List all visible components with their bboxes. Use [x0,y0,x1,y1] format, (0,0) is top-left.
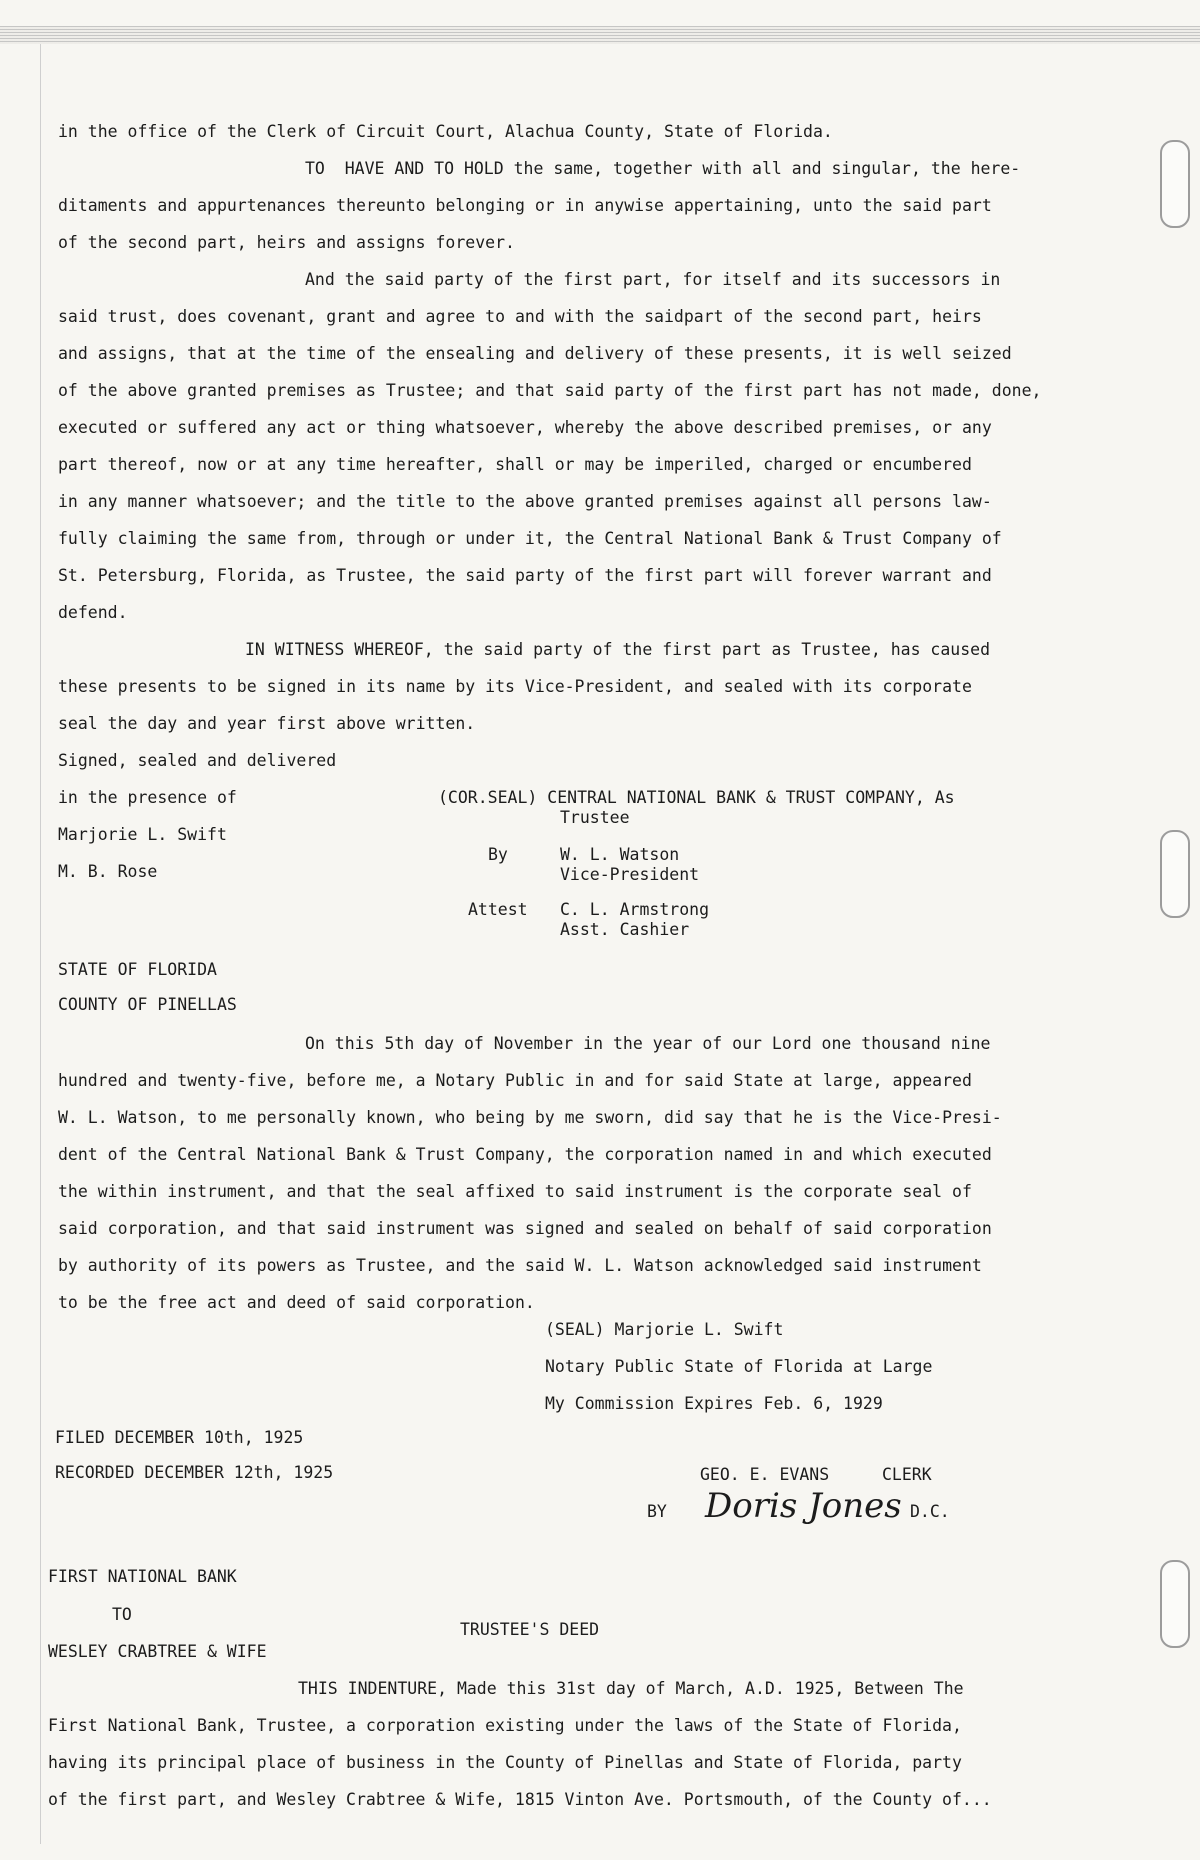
notary-title: Notary Public State of Florida at Large [545,1357,933,1376]
signatory-name: W. L. Watson [560,845,680,864]
filed-date: FILED DECEMBER 10th, 1925 [55,1428,304,1447]
text-line: seal the day and year first above written. [58,714,476,733]
text-line: First National Bank, Trustee, a corporation existing under the laws of the State of Florida, [48,1716,962,1735]
text-line: part thereof, now or at any time hereafter, shall or may be imperiled, charged or encumbered [58,455,972,474]
text-line: by authority of its powers as Trustee, and the said W. L. Watson acknowledged said instrument [58,1256,982,1275]
text-line: executed or suffered any act or thing whatsoever, whereby the above described premises, or any [58,418,992,437]
text-line: ditaments and appurtenances thereunto belonging or in anywise appertaining, unto the said part [58,196,992,215]
witness-name: M. B. Rose [58,862,158,881]
notary-seal: (SEAL) Marjorie L. Swift [545,1320,784,1339]
text-line: On this 5th day of November in the year of our Lord one thousand nine [305,1034,991,1053]
text-line: defend. [58,603,128,622]
notary-commission: My Commission Expires Feb. 6, 1929 [545,1394,883,1413]
margin-rule [40,44,41,1844]
grantee-heading: WESLEY CRABTREE & WIFE [48,1642,267,1661]
text-line: of the first part, and Wesley Crabtree & Wife, 1815 Vinton Ave. Portsmouth, of the County of... [48,1790,992,1809]
text-line: W. L. Watson, to me personally known, who being by me sworn, did say that he is the Vice-Presi- [58,1108,1002,1127]
grantor-heading: FIRST NATIONAL BANK [48,1567,237,1586]
text-line: THIS INDENTURE, Made this 31st day of March, A.D. 1925, Between The [298,1679,964,1698]
punch-hole-icon [1160,1560,1190,1648]
deputy-signature: Doris Jones [705,1486,902,1526]
text-line: of the second part, heirs and assigns forever. [58,233,515,252]
text-line: said trust, does covenant, grant and agree to and with the saidpart of the second part, heirs [58,307,982,326]
text-line: these presents to be signed in its name by its Vice-President, and sealed with its corporate [58,677,972,696]
text-line: hundred and twenty-five, before me, a Notary Public in and for said State at large, appeared [58,1071,972,1090]
witness-name: Marjorie L. Swift [58,825,227,844]
text-line: in the office of the Clerk of Circuit Court, Alachua County, State of Florida. [58,122,833,141]
text-line: of the above granted premises as Trustee; and that said party of the first part has not made, done, [58,381,1042,400]
punch-hole-icon [1160,140,1190,228]
deputy-clerk-title: D.C. [910,1502,950,1521]
scan-edge-bar [0,26,1200,44]
text-line: TO HAVE AND TO HOLD the same, together with all and singular, the here- [305,159,1021,178]
venue-state: STATE OF FLORIDA [58,960,217,979]
corporate-signatory: (COR.SEAL) CENTRAL NATIONAL BANK & TRUST COMPANY, As [438,788,955,807]
signatory-title: Vice-President [560,865,700,884]
text-line: to be the free act and deed of said corporation. [58,1293,535,1312]
text-line: in any manner whatsoever; and the title to the above granted premises against all persons law- [58,492,992,511]
text-line: dent of the Central National Bank & Trust Company, the corporation named in and which executed [58,1145,992,1164]
clerk-title: CLERK [882,1465,932,1484]
text-line: the within instrument, and that the seal affixed to said instrument is the corporate seal of [58,1182,972,1201]
text-line: St. Petersburg, Florida, as Trustee, the said party of the first part will forever warrant and [58,566,992,585]
witness-label: in the presence of [58,788,237,807]
by-label: BY [647,1502,667,1521]
signatory-label: Attest [468,900,528,919]
clerk-name: GEO. E. EVANS [700,1465,830,1484]
text-line: fully claiming the same from, through or under it, the Central National Bank & Trust Company of [58,529,1002,548]
venue-county: COUNTY OF PINELLAS [58,995,237,1014]
punch-hole-icon [1160,830,1190,918]
text-line: and assigns, that at the time of the ensealing and delivery of these presents, it is well seized [58,344,1012,363]
text-line: And the said party of the first part, for itself and its successors in [305,270,1001,289]
deed-type-heading: TRUSTEE'S DEED [460,1620,600,1639]
text-line: IN WITNESS WHEREOF, the said party of the first part as Trustee, has caused [245,640,991,659]
recorded-date: RECORDED DECEMBER 12th, 1925 [55,1463,334,1482]
text-line: Signed, sealed and delivered [58,751,337,770]
to-heading: TO [112,1605,132,1624]
text-line: said corporation, and that said instrument was signed and sealed on behalf of said corporation [58,1219,992,1238]
signatory-title: Asst. Cashier [560,920,690,939]
text-line: having its principal place of business in the County of Pinellas and State of Florida, party [48,1753,962,1772]
signatory-name: C. L. Armstrong [560,900,710,919]
signatory-label: By [488,845,508,864]
corporate-signatory: Trustee [560,808,630,827]
